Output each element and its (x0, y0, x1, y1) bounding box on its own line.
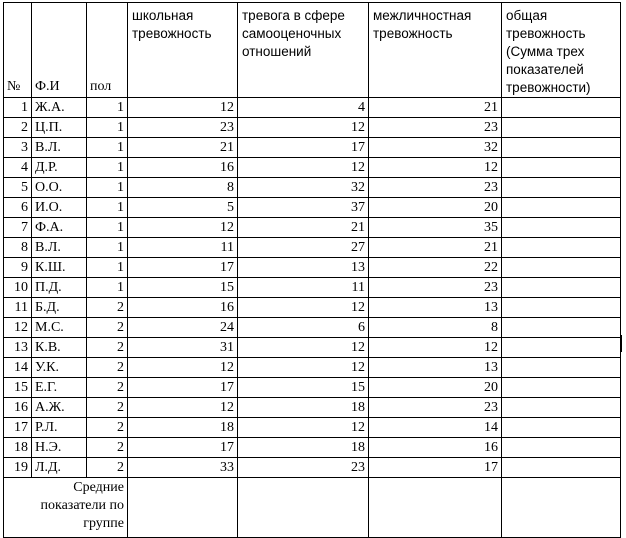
cell-total-anxiety[interactable] (502, 298, 621, 318)
cell-name[interactable]: К.Ш. (32, 258, 87, 278)
cell-interpersonal-anxiety[interactable]: 21 (369, 238, 502, 258)
cell-number[interactable]: 12 (4, 318, 32, 338)
cell-total-anxiety[interactable] (502, 138, 621, 158)
cell-name[interactable]: У.К. (32, 358, 87, 378)
cell-interpersonal-anxiety[interactable]: 13 (369, 298, 502, 318)
cell-interpersonal-anxiety[interactable]: 23 (369, 398, 502, 418)
cell-interpersonal-anxiety[interactable]: 14 (369, 418, 502, 438)
cell-number[interactable]: 6 (4, 198, 32, 218)
cell-sex[interactable]: 2 (87, 378, 128, 398)
table-row (4, 238, 621, 258)
header-school-anxiety[interactable]: школьная тревожность (128, 3, 238, 98)
cell-school-anxiety[interactable]: 17 (128, 378, 238, 398)
cell-self-esteem-anxiety[interactable]: 4 (238, 98, 369, 118)
cell-interpersonal-anxiety[interactable]: 17 (369, 458, 502, 478)
cell-interpersonal-anxiety[interactable]: 12 (369, 338, 502, 358)
table-row (4, 458, 621, 478)
table-row (4, 298, 621, 318)
cell-interpersonal-anxiety[interactable]: 23 (369, 178, 502, 198)
cell-name[interactable]: Н.Э. (32, 438, 87, 458)
cell-self-esteem-anxiety[interactable]: 12 (238, 158, 369, 178)
cell-name[interactable]: Ц.П. (32, 118, 87, 138)
cell-self-esteem-anxiety[interactable]: 18 (238, 438, 369, 458)
cell-interpersonal-anxiety[interactable]: 21 (369, 98, 502, 118)
cell-sex[interactable]: 1 (87, 258, 128, 278)
cell-total-anxiety[interactable] (502, 258, 621, 278)
cell-total-anxiety[interactable] (502, 398, 621, 418)
cell-sex[interactable]: 2 (87, 298, 128, 318)
cell-school-anxiety[interactable]: 24 (128, 318, 238, 338)
cell-sex[interactable]: 1 (87, 238, 128, 258)
cell-self-esteem-anxiety[interactable]: 18 (238, 398, 369, 418)
cell-name[interactable]: И.О. (32, 198, 87, 218)
cell-total-anxiety[interactable] (502, 418, 621, 438)
cursor-mark (621, 335, 622, 352)
cell-number[interactable]: 13 (4, 338, 32, 358)
cell-total-anxiety[interactable] (502, 338, 621, 358)
cell-number[interactable]: 3 (4, 138, 32, 158)
cell-self-esteem-anxiety[interactable]: 12 (238, 418, 369, 438)
cell-name[interactable]: Д.Р. (32, 158, 87, 178)
cell-school-anxiety[interactable]: 17 (128, 438, 238, 458)
avg-interpersonal-anxiety[interactable] (369, 478, 502, 538)
cell-self-esteem-anxiety[interactable]: 12 (238, 298, 369, 318)
cell-name[interactable]: Ф.А. (32, 218, 87, 238)
cell-number[interactable]: 17 (4, 418, 32, 438)
cell-self-esteem-anxiety[interactable]: 12 (238, 118, 369, 138)
cell-school-anxiety[interactable]: 11 (128, 238, 238, 258)
cell-interpersonal-anxiety[interactable]: 22 (369, 258, 502, 278)
cell-school-anxiety[interactable]: 21 (128, 138, 238, 158)
cell-school-anxiety[interactable]: 23 (128, 118, 238, 138)
avg-total-anxiety[interactable] (502, 478, 621, 538)
cell-name[interactable]: Л.Д. (32, 458, 87, 478)
header-sex[interactable]: пол (87, 3, 128, 98)
cell-name[interactable]: Р.Л. (32, 418, 87, 438)
cell-total-anxiety[interactable] (502, 378, 621, 398)
cell-school-anxiety[interactable]: 33 (128, 458, 238, 478)
cell-interpersonal-anxiety[interactable]: 8 (369, 318, 502, 338)
cell-school-anxiety[interactable]: 15 (128, 278, 238, 298)
cell-number[interactable]: 1 (4, 98, 32, 118)
cell-interpersonal-anxiety[interactable]: 32 (369, 138, 502, 158)
table-row (4, 338, 621, 358)
avg-school-anxiety[interactable] (128, 478, 238, 538)
cell-sex[interactable]: 2 (87, 338, 128, 358)
cell-self-esteem-anxiety[interactable]: 11 (238, 278, 369, 298)
cell-sex[interactable]: 1 (87, 178, 128, 198)
header-name[interactable]: Ф.И (32, 3, 87, 98)
cell-sex[interactable]: 2 (87, 458, 128, 478)
cell-self-esteem-anxiety[interactable]: 23 (238, 458, 369, 478)
anxiety-data-table (3, 2, 621, 538)
table-row (4, 98, 621, 118)
cell-school-anxiety[interactable]: 17 (128, 258, 238, 278)
cell-total-anxiety[interactable] (502, 358, 621, 378)
cell-self-esteem-anxiety[interactable]: 15 (238, 378, 369, 398)
table-row (4, 258, 621, 278)
cell-name[interactable]: В.Л. (32, 138, 87, 158)
cell-number[interactable]: 5 (4, 178, 32, 198)
cell-total-anxiety[interactable] (502, 98, 621, 118)
cell-sex[interactable]: 1 (87, 138, 128, 158)
cell-number[interactable]: 11 (4, 298, 32, 318)
cell-self-esteem-anxiety[interactable]: 6 (238, 318, 369, 338)
cell-total-anxiety[interactable] (502, 198, 621, 218)
cell-total-anxiety[interactable] (502, 238, 621, 258)
cell-number[interactable]: 4 (4, 158, 32, 178)
averages-row (4, 478, 621, 538)
cell-sex[interactable]: 1 (87, 118, 128, 138)
cell-sex[interactable]: 1 (87, 158, 128, 178)
table-row (4, 438, 621, 458)
cell-interpersonal-anxiety[interactable]: 23 (369, 118, 502, 138)
cell-sex[interactable]: 2 (87, 418, 128, 438)
table-row (4, 278, 621, 298)
cell-school-anxiety[interactable]: 12 (128, 398, 238, 418)
cell-total-anxiety[interactable] (502, 218, 621, 238)
cell-school-anxiety[interactable]: 18 (128, 418, 238, 438)
cell-interpersonal-anxiety[interactable]: 12 (369, 158, 502, 178)
cell-number[interactable]: 10 (4, 278, 32, 298)
cell-school-anxiety[interactable]: 16 (128, 158, 238, 178)
cell-number[interactable]: 2 (4, 118, 32, 138)
cell-self-esteem-anxiety[interactable]: 13 (238, 258, 369, 278)
cell-self-esteem-anxiety[interactable]: 21 (238, 218, 369, 238)
cell-number[interactable]: 14 (4, 358, 32, 378)
cell-self-esteem-anxiety[interactable]: 37 (238, 198, 369, 218)
cell-sex[interactable]: 1 (87, 278, 128, 298)
cell-school-anxiety[interactable]: 12 (128, 358, 238, 378)
cell-number[interactable]: 18 (4, 438, 32, 458)
header-self-esteem-anxiety[interactable]: тревога в сфере самооценочных отношений (238, 3, 369, 98)
cell-self-esteem-anxiety[interactable]: 12 (238, 358, 369, 378)
header-interpersonal-anxiety[interactable]: межличностная тревожность (369, 3, 502, 98)
cell-self-esteem-anxiety[interactable]: 12 (238, 338, 369, 358)
cell-interpersonal-anxiety[interactable]: 23 (369, 278, 502, 298)
header-total-anxiety[interactable]: общая тревожность (Сумма трех показателей тревожности) (502, 3, 621, 98)
table-row (4, 358, 621, 378)
table-row (4, 198, 621, 218)
cell-sex[interactable]: 2 (87, 358, 128, 378)
cell-sex[interactable]: 2 (87, 318, 128, 338)
cell-school-anxiety[interactable]: 8 (128, 178, 238, 198)
cell-total-anxiety[interactable] (502, 118, 621, 138)
cell-total-anxiety[interactable] (502, 178, 621, 198)
cell-interpersonal-anxiety[interactable]: 20 (369, 198, 502, 218)
cell-school-anxiety[interactable]: 5 (128, 198, 238, 218)
cell-interpersonal-anxiety[interactable]: 35 (369, 218, 502, 238)
cell-self-esteem-anxiety[interactable]: 17 (238, 138, 369, 158)
cell-sex[interactable]: 1 (87, 98, 128, 118)
cell-number[interactable]: 7 (4, 218, 32, 238)
cell-number[interactable]: 16 (4, 398, 32, 418)
avg-self-esteem-anxiety[interactable] (238, 478, 369, 538)
cell-school-anxiety[interactable]: 12 (128, 218, 238, 238)
cell-interpersonal-anxiety[interactable]: 20 (369, 378, 502, 398)
cell-sex[interactable]: 2 (87, 398, 128, 418)
cell-interpersonal-anxiety[interactable]: 13 (369, 358, 502, 378)
table-row (4, 118, 621, 138)
cell-total-anxiety[interactable] (502, 158, 621, 178)
table-row (4, 398, 621, 418)
cell-school-anxiety[interactable]: 31 (128, 338, 238, 358)
table-row (4, 418, 621, 438)
cell-name[interactable]: В.Л. (32, 238, 87, 258)
cell-name[interactable]: А.Ж. (32, 398, 87, 418)
cell-name[interactable]: П.Д. (32, 278, 87, 298)
cell-name[interactable]: О.О. (32, 178, 87, 198)
cell-self-esteem-anxiety[interactable]: 32 (238, 178, 369, 198)
cell-total-anxiety[interactable] (502, 458, 621, 478)
cell-total-anxiety[interactable] (502, 278, 621, 298)
table-row (4, 378, 621, 398)
cell-total-anxiety[interactable] (502, 318, 621, 338)
cell-number[interactable]: 15 (4, 378, 32, 398)
cell-name[interactable]: Ж.А. (32, 98, 87, 118)
cell-name[interactable]: Е.Г. (32, 378, 87, 398)
table-row (4, 138, 621, 158)
cell-name[interactable]: М.С. (32, 318, 87, 338)
table-header-row (4, 3, 621, 98)
averages-label[interactable]: Средние показатели по группе (4, 478, 128, 538)
table-row (4, 158, 621, 178)
table-row (4, 318, 621, 338)
cell-name[interactable]: Б.Д. (32, 298, 87, 318)
cell-sex[interactable]: 1 (87, 218, 128, 238)
cell-sex[interactable]: 2 (87, 438, 128, 458)
table-row (4, 218, 621, 238)
cell-number[interactable]: 8 (4, 238, 32, 258)
cell-school-anxiety[interactable]: 16 (128, 298, 238, 318)
cell-sex[interactable]: 1 (87, 198, 128, 218)
cell-name[interactable]: К.В. (32, 338, 87, 358)
header-number[interactable]: № (4, 3, 32, 98)
cell-number[interactable]: 9 (4, 258, 32, 278)
cell-self-esteem-anxiety[interactable]: 27 (238, 238, 369, 258)
cell-total-anxiety[interactable] (502, 438, 621, 458)
cell-number[interactable]: 19 (4, 458, 32, 478)
table-row (4, 178, 621, 198)
cell-school-anxiety[interactable]: 12 (128, 98, 238, 118)
cell-interpersonal-anxiety[interactable]: 16 (369, 438, 502, 458)
